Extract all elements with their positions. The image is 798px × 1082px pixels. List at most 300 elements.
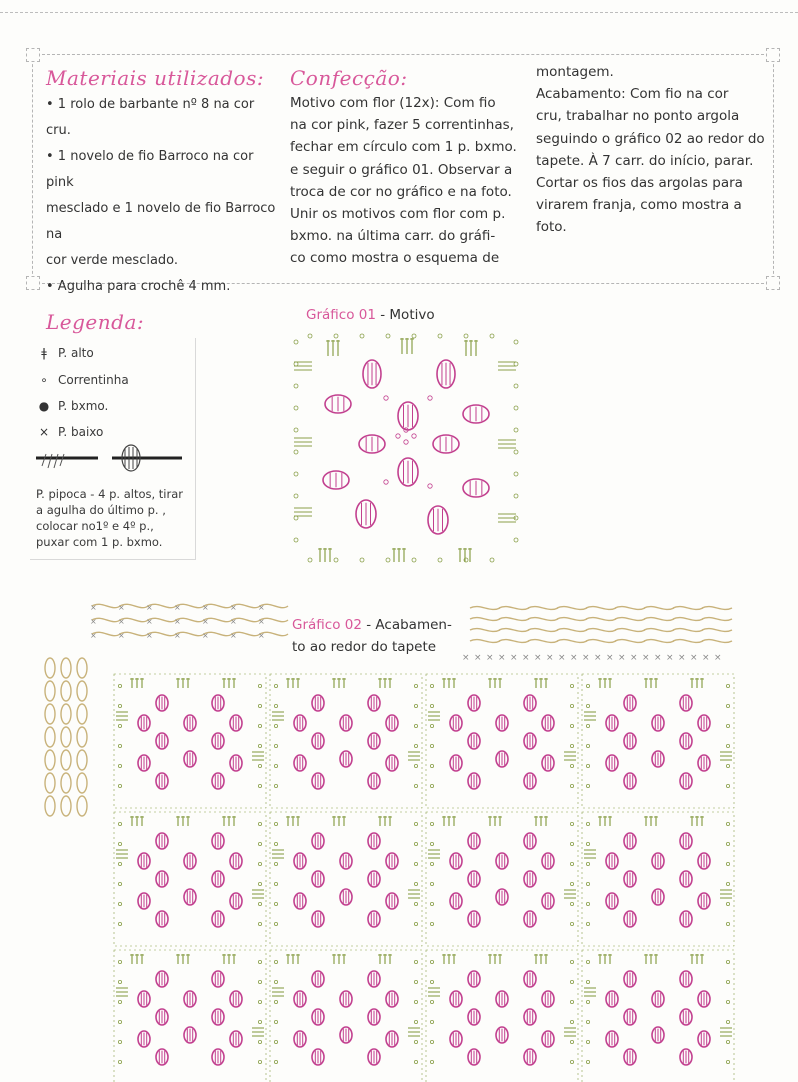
chain-mark: [274, 1000, 277, 1003]
tall-stitch-group: [332, 816, 346, 826]
loop-stitch-mark: [61, 750, 71, 770]
popcorn-stitch: [325, 395, 351, 413]
chain-mark: [586, 842, 589, 845]
popcorn-stitch: [363, 360, 381, 388]
chain-mark: [384, 480, 388, 484]
chain-mark: [384, 396, 388, 400]
loop-stitch-mark: [470, 629, 500, 632]
chain-mark: [428, 396, 432, 400]
popcorn-stitch: [156, 695, 168, 711]
loop-stitch-mark: [77, 750, 87, 770]
chain-mark: [414, 724, 417, 727]
confeccao-column: [290, 64, 520, 270]
chain-mark: [274, 822, 277, 825]
chain-mark: [414, 784, 417, 787]
chain-mark: [294, 494, 298, 498]
chain-mark: [586, 980, 589, 983]
chain-mark: [586, 684, 589, 687]
popcorn-stitch: [680, 733, 692, 749]
chain-mark: [414, 1000, 417, 1003]
tall-stitch-group: [116, 988, 128, 996]
popcorn-stitch: [312, 773, 324, 789]
chain-mark: [414, 842, 417, 845]
popcorn-stitch: [524, 833, 536, 849]
chain-mark: [118, 842, 121, 845]
tall-stitch-group: [116, 712, 128, 720]
single-crochet-mark: ×: [202, 631, 209, 640]
popcorn-stitch: [468, 971, 480, 987]
chain-mark: [118, 784, 121, 787]
popcorn-stitch: [184, 1027, 196, 1043]
chain-mark: [430, 724, 433, 727]
popcorn-stitch: [624, 971, 636, 987]
chain-mark: [258, 822, 261, 825]
chain-mark: [258, 882, 261, 885]
tall-stitch-group: [564, 752, 576, 760]
confeccao-line: Unir os motivos com flor com p.: [290, 206, 506, 223]
popcorn-stitch: [156, 971, 168, 987]
popcorn-stitch: [698, 1031, 710, 1047]
tall-stitch-group: [584, 712, 596, 720]
single-crochet-mark: ×: [606, 653, 614, 663]
popcorn-stitch: [542, 853, 554, 869]
tall-stitch-group: [130, 954, 144, 964]
confeccao-line: Cortar os fios das argolas para: [536, 175, 743, 192]
chain-mark: [570, 704, 573, 707]
loop-stitch-mark: [470, 607, 500, 610]
popcorn-stitch: [606, 755, 618, 771]
tall-stitch-group: [378, 954, 392, 964]
corner-ornament: [26, 276, 40, 290]
chain-mark: [414, 980, 417, 983]
popcorn-stitch: [698, 853, 710, 869]
chain-mark: [294, 428, 298, 432]
popcorn-stitch: [652, 751, 664, 767]
chain-mark: [514, 428, 518, 432]
popcorn-stitch: [680, 971, 692, 987]
chain-icon: ∘: [40, 373, 48, 387]
tall-stitch-group: [130, 678, 144, 688]
chain-mark: [726, 822, 729, 825]
popcorn-stitch: [524, 971, 536, 987]
popcorn-stitch: [542, 1031, 554, 1047]
popcorn-stitch: [386, 755, 398, 771]
popcorn-stitch: [524, 871, 536, 887]
popcorn-stitch: [386, 893, 398, 909]
tall-stitch-group: [644, 954, 658, 964]
chain-mark: [586, 1060, 589, 1063]
popcorn-stitch: [468, 733, 480, 749]
chain-mark: [586, 822, 589, 825]
single-crochet-mark: ×: [690, 653, 698, 663]
single-crochet-mark: ×: [582, 653, 590, 663]
chart2-title-line1: - Acabamen-: [361, 617, 452, 633]
tall-stitch-group: [332, 954, 346, 964]
chain-mark: [412, 558, 416, 562]
chain-mark: [726, 724, 729, 727]
chain-mark: [726, 784, 729, 787]
chart2-label: Gráfico 02: [292, 617, 362, 633]
loop-stitch-mark: [615, 629, 645, 632]
single-crochet-mark: ×: [90, 603, 97, 612]
popcorn-stitch: [212, 871, 224, 887]
chain-mark: [514, 538, 518, 542]
chain-mark: [274, 842, 277, 845]
assembly-motif: [114, 950, 266, 1082]
loop-stitch-mark: [615, 618, 645, 621]
popcorn-stitch: [698, 991, 710, 1007]
popcorn-stitch: [450, 715, 462, 731]
popcorn-stitch: [138, 853, 150, 869]
chain-mark: [414, 960, 417, 963]
chain-mark: [294, 406, 298, 410]
popcorn-stitch: [652, 991, 664, 1007]
tall-stitch-group: [584, 988, 596, 996]
popcorn-stitch: [156, 911, 168, 927]
popcorn-stitch: [652, 889, 664, 905]
chain-mark: [258, 784, 261, 787]
popcorn-stitch: [398, 458, 418, 486]
loop-stitch-mark: [77, 773, 87, 793]
chain-mark: [274, 1020, 277, 1023]
loop-stitch-mark: [499, 607, 529, 610]
tall-stitch-group: [428, 712, 440, 720]
popcorn-stitch: [184, 889, 196, 905]
chain-mark: [464, 334, 468, 338]
legend-title: Legenda:: [46, 310, 145, 334]
tall-stitch-group: [130, 816, 144, 826]
tall-stitch-group: [464, 340, 478, 356]
chain-mark: [404, 440, 408, 444]
chain-mark: [430, 704, 433, 707]
chain-mark: [118, 862, 121, 865]
popcorn-stitch: [606, 991, 618, 1007]
single-crochet-mark: ×: [118, 631, 125, 640]
loop-stitch-mark: [45, 750, 55, 770]
legend-item: [36, 371, 129, 389]
chain-mark: [274, 882, 277, 885]
motif-border: [270, 812, 422, 946]
single-crochet-mark: ×: [474, 653, 482, 663]
tall-stitch-group: [720, 1028, 732, 1036]
popcorn-stitch: [312, 971, 324, 987]
popcorn-stitch: [463, 479, 489, 497]
chain-mark: [430, 684, 433, 687]
popcorn-stitch: [680, 1009, 692, 1025]
tall-stitch-group: [222, 816, 236, 826]
single-crochet-mark: ×: [90, 631, 97, 640]
materials-line: • 1 rolo de barbante nº 8 na cor cru.: [46, 97, 255, 138]
chain-mark: [258, 902, 261, 905]
chain-mark: [386, 334, 390, 338]
chain-mark: [118, 1060, 121, 1063]
popcorn-stitch: [433, 435, 459, 453]
tall-stitch-group: [116, 850, 128, 858]
popcorn-stitch: [606, 1031, 618, 1047]
popcorn-stitch: [184, 853, 196, 869]
confeccao-line: seguindo o gráfico 02 ao redor do: [536, 130, 765, 147]
acabamento-column: [536, 61, 766, 239]
materials-line: • 1 novelo de fio Barroco na cor pink: [46, 149, 254, 190]
tall-stitch-group: [458, 548, 472, 562]
single-crochet-mark: ×: [174, 631, 181, 640]
chain-mark: [118, 980, 121, 983]
chain-mark: [430, 902, 433, 905]
materials-title: Materiais utilizados:: [46, 66, 265, 90]
loop-stitch-mark: [673, 618, 703, 621]
tall-stitch-group: [442, 816, 456, 826]
popcorn-stitch: [138, 991, 150, 1007]
loop-stitch-mark: [499, 618, 529, 621]
popcorn-stitch: [386, 853, 398, 869]
tall-stitch-group: [378, 816, 392, 826]
chain-mark: [118, 764, 121, 767]
tall-stitch-group: [326, 340, 340, 356]
tall-stitch-group: [534, 816, 548, 826]
tall-stitch-group: [294, 508, 312, 516]
edging-left-diagram: [42, 660, 102, 830]
popcorn-stitch: [312, 871, 324, 887]
single-crochet-mark: ×: [258, 603, 265, 612]
popcorn-stitch: [368, 733, 380, 749]
corner-ornament: [26, 48, 40, 62]
chain-mark: [726, 842, 729, 845]
materials-line: • Agulha para crochê 4 mm.: [46, 279, 231, 294]
confeccao-line: cru, trabalhar no ponto argola: [536, 108, 740, 125]
popcorn-stitch: [524, 911, 536, 927]
popcorn-stitch: [624, 773, 636, 789]
single-crochet-mark: ×: [202, 603, 209, 612]
chain-mark: [274, 764, 277, 767]
loop-stitch-mark: [702, 629, 732, 632]
chain-mark: [396, 434, 400, 438]
popcorn-stitch: [368, 971, 380, 987]
popcorn-stitch: [340, 889, 352, 905]
loop-stitch-mark: [499, 640, 529, 643]
popcorn-stitch: [323, 471, 349, 489]
popcorn-stitch: [450, 893, 462, 909]
chain-mark: [258, 704, 261, 707]
chain-mark: [430, 784, 433, 787]
popcorn-stitch: [340, 853, 352, 869]
loop-stitch-mark: [673, 640, 703, 643]
single-crochet-mark: ×: [174, 603, 181, 612]
popcorn-stitch: [496, 751, 508, 767]
popcorn-stitch: [624, 871, 636, 887]
chain-mark: [726, 1020, 729, 1023]
chain-mark: [570, 1000, 573, 1003]
loop-stitch-mark: [61, 704, 71, 724]
chain-mark: [570, 902, 573, 905]
confeccao-line: tapete. À 7 carr. do início, parar.: [536, 152, 754, 169]
chain-mark: [118, 1020, 121, 1023]
chain-mark: [118, 882, 121, 885]
chain-mark: [514, 406, 518, 410]
chain-mark: [726, 1040, 729, 1043]
loop-stitch-mark: [644, 618, 674, 621]
chain-mark: [258, 744, 261, 747]
chain-mark: [294, 538, 298, 542]
popcorn-stitch: [212, 911, 224, 927]
loop-stitch-mark: [45, 704, 55, 724]
popcorn-stitch: [156, 871, 168, 887]
tall-stitch-group: [598, 678, 612, 688]
popcorn-stitch: [368, 871, 380, 887]
chain-mark: [586, 862, 589, 865]
chain-mark: [258, 764, 261, 767]
chain-mark: [294, 450, 298, 454]
chart2-caption: [292, 614, 452, 658]
chain-mark: [412, 434, 416, 438]
confeccao-line: co como mostra o esquema de: [290, 250, 500, 267]
popcorn-stitch: [496, 853, 508, 869]
chain-mark: [514, 472, 518, 476]
popcorn-stitch: [138, 893, 150, 909]
tall-stitch-group: [286, 954, 300, 964]
chain-mark: [360, 558, 364, 562]
chain-mark: [430, 842, 433, 845]
popcorn-stitch: [524, 1049, 536, 1065]
chain-mark: [274, 724, 277, 727]
motif-border: [426, 674, 578, 808]
loop-stitch-mark: [61, 796, 71, 816]
popcorn-stitch: [652, 715, 664, 731]
popcorn-stitch: [428, 506, 448, 534]
chain-mark: [586, 1000, 589, 1003]
tall-stitch-group: [690, 816, 704, 826]
popcorn-stitch-diagram: [32, 448, 192, 488]
loop-stitch-mark: [673, 629, 703, 632]
chain-mark: [258, 684, 261, 687]
chain-mark: [570, 922, 573, 925]
chain-mark: [430, 1040, 433, 1043]
confeccao-line: foto.: [536, 219, 567, 236]
single-crochet-mark: ×: [522, 653, 530, 663]
legend-label: P. baixo: [58, 425, 104, 439]
popcorn-stitch: [606, 893, 618, 909]
chain-mark: [294, 362, 298, 366]
popcorn-stitch: [340, 991, 352, 1007]
popcorn-stitch: [524, 733, 536, 749]
single-crochet-mark: ×: [118, 617, 125, 626]
tall-stitch-group: [584, 850, 596, 858]
confeccao-line: virarem franja, como mostra a: [536, 197, 742, 214]
tall-stitch-group: [498, 362, 516, 370]
single-crochet-mark: ×: [202, 617, 209, 626]
legend-label: Correntinha: [58, 373, 129, 387]
loop-stitch-mark: [45, 681, 55, 701]
popcorn-stitch: [138, 1031, 150, 1047]
loop-stitch-mark: [528, 618, 558, 621]
tall-stitch-group: [408, 1028, 420, 1036]
chain-mark: [570, 842, 573, 845]
popcorn-stitch: [496, 1027, 508, 1043]
popcorn-description: P. pipoca - 4 p. altos, tirar a agulha do último p. , colocar no1º e 4º p., puxar com 1 p. bxmo.: [36, 487, 183, 549]
chart2-title-line2: to ao redor do tapete: [292, 639, 437, 655]
chain-mark: [294, 472, 298, 476]
chain-mark: [118, 744, 121, 747]
assembly-motif: [426, 950, 578, 1082]
chain-mark: [334, 334, 338, 338]
single-crochet-mark: ×: [630, 653, 638, 663]
chain-mark: [726, 1060, 729, 1063]
chain-mark: [258, 1020, 261, 1023]
chain-mark: [274, 922, 277, 925]
loop-stitch-mark: [557, 618, 587, 621]
chain-mark: [570, 744, 573, 747]
materials-line: cor verde mesclado.: [46, 253, 179, 268]
chain-mark: [274, 862, 277, 865]
popcorn-stitch: [386, 1031, 398, 1047]
chain-mark: [430, 764, 433, 767]
tall-stitch-group: [498, 514, 516, 522]
popcorn-stitch: [606, 853, 618, 869]
popcorn-stitch: [468, 1049, 480, 1065]
single-crochet-mark: ×: [534, 653, 542, 663]
legend-label: P. alto: [58, 346, 94, 360]
chain-mark: [586, 922, 589, 925]
popcorn-stitch: [450, 1031, 462, 1047]
tall-stitch-icon: ǂ: [41, 346, 47, 360]
chain-mark: [274, 684, 277, 687]
loop-stitch-mark: [557, 607, 587, 610]
tall-stitch-group: [488, 816, 502, 826]
confeccao-line: Motivo com flor (12x): Com fio: [290, 95, 496, 111]
chain-mark: [294, 384, 298, 388]
confeccao-line: fechar em círculo com 1 p. bxmo.: [290, 139, 517, 156]
chain-mark: [428, 484, 432, 488]
chain-mark: [274, 902, 277, 905]
chain-mark: [118, 684, 121, 687]
loop-stitch-mark: [45, 727, 55, 747]
popcorn-stitch: [624, 911, 636, 927]
popcorn-stitch: [212, 733, 224, 749]
motif-border: [582, 812, 734, 946]
tall-stitch-group: [598, 816, 612, 826]
chain-mark: [430, 882, 433, 885]
popcorn-stitch: [212, 833, 224, 849]
single-crochet-mark: ×: [702, 653, 710, 663]
chain-mark: [386, 558, 390, 562]
popcorn-stitch: [542, 893, 554, 909]
legend-item: [36, 397, 108, 415]
chain-mark: [414, 822, 417, 825]
motif-border: [582, 950, 734, 1082]
loop-stitch-mark: [702, 640, 732, 643]
popcorn-stitch: [680, 833, 692, 849]
chain-mark: [294, 516, 298, 520]
chain-mark: [586, 704, 589, 707]
chain-mark: [414, 1040, 417, 1043]
popcorn-stitch: [524, 1009, 536, 1025]
popcorn-stitch: [680, 695, 692, 711]
tall-stitch-group: [286, 816, 300, 826]
popcorn-stitch: [230, 1031, 242, 1047]
popcorn-stitch: [698, 755, 710, 771]
motif-border: [270, 674, 422, 808]
loop-stitch-mark: [77, 727, 87, 747]
chain-mark: [258, 1000, 261, 1003]
loop-stitch-mark: [61, 658, 71, 678]
tall-stitch-group: [294, 438, 312, 446]
assembly-motif: [114, 674, 266, 808]
chain-mark: [258, 1040, 261, 1043]
loop-stitch-mark: [615, 640, 645, 643]
popcorn-stitch: [463, 405, 489, 423]
tall-stitch-group: [272, 988, 284, 996]
tall-stitch-group: [176, 678, 190, 688]
loop-stitch-mark: [470, 640, 500, 643]
